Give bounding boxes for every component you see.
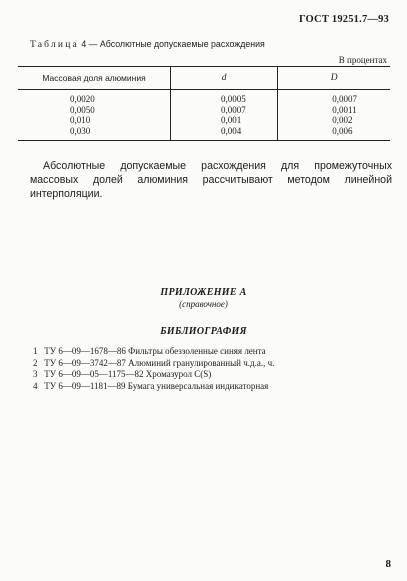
table-cell: 0,030 [18, 126, 171, 141]
bibliography-item [33, 358, 274, 370]
column-header-D: D [278, 67, 390, 90]
bibliography-item-number: 3 [33, 369, 38, 379]
bibliography-item [33, 369, 274, 381]
table-row [18, 126, 390, 141]
bibliography-item-number: 2 [33, 357, 38, 368]
table-cell: 0,0020 [18, 90, 171, 105]
table-caption [30, 39, 265, 50]
column-header-aluminium: Массовая доля алюминия [18, 67, 171, 90]
table-units: В процентах [338, 55, 387, 65]
table-caption-label: Таблица [30, 40, 79, 50]
column-header-d: d [171, 67, 278, 90]
table-cell: 0,0005 [171, 90, 278, 105]
bibliography-item-text: ТУ 6—09—1181—89 Бумага универсальная индикаторная [44, 380, 269, 391]
appendix-subtitle: (справочное) [179, 299, 228, 309]
bibliography-title: БИБЛИОГРАФИЯ [160, 326, 247, 337]
bibliography-item [33, 346, 274, 358]
table-cell: 0,002 [332, 115, 353, 125]
table-header-row [18, 67, 390, 90]
table-cell: 0,0007 [332, 94, 358, 104]
table-cell: 0,0007 [171, 105, 278, 116]
table-cell: 0,0011 [332, 104, 357, 115]
table-cell: 0,001 [171, 115, 278, 126]
appendix-title: ПРИЛОЖЕНИЕ А [160, 287, 247, 298]
bibliography-item-text: ТУ 6—09—3742—87 Алюминий гранулированный ч.д.а., ч. [44, 357, 275, 368]
page-number: 8 [385, 558, 391, 570]
bibliography-list [33, 346, 274, 392]
bibliography-item-text: ТУ 6—09—1678—86 Фильтры обеззоленные синяя лента [44, 346, 266, 356]
table-cell: 0,010 [18, 115, 171, 126]
table-cell: 0,006 [278, 126, 390, 141]
bibliography-item-number: 4 [33, 380, 38, 391]
table-cell: 0,004 [171, 126, 278, 141]
deviation-table [18, 66, 390, 141]
bibliography-item-number: 1 [33, 346, 38, 356]
bibliography-item-text: ТУ 6—09—05—1175—82 Хромазурол C(S) [44, 369, 212, 379]
table-row [18, 90, 390, 105]
table-row [18, 105, 390, 116]
interpolation-note: Абсолютные допускаемые расхождения для промежуточных массовых долей алюминия рассчитывают методом линейной интерполяции. [30, 160, 392, 200]
table-caption-text: 4 — Абсолютные допускаемые расхождения [78, 39, 265, 49]
document-code: ГОСТ 19251.7—93 [298, 14, 389, 25]
bibliography-item [33, 381, 274, 393]
table-row [18, 115, 390, 126]
table-cell: 0,0050 [18, 105, 171, 116]
